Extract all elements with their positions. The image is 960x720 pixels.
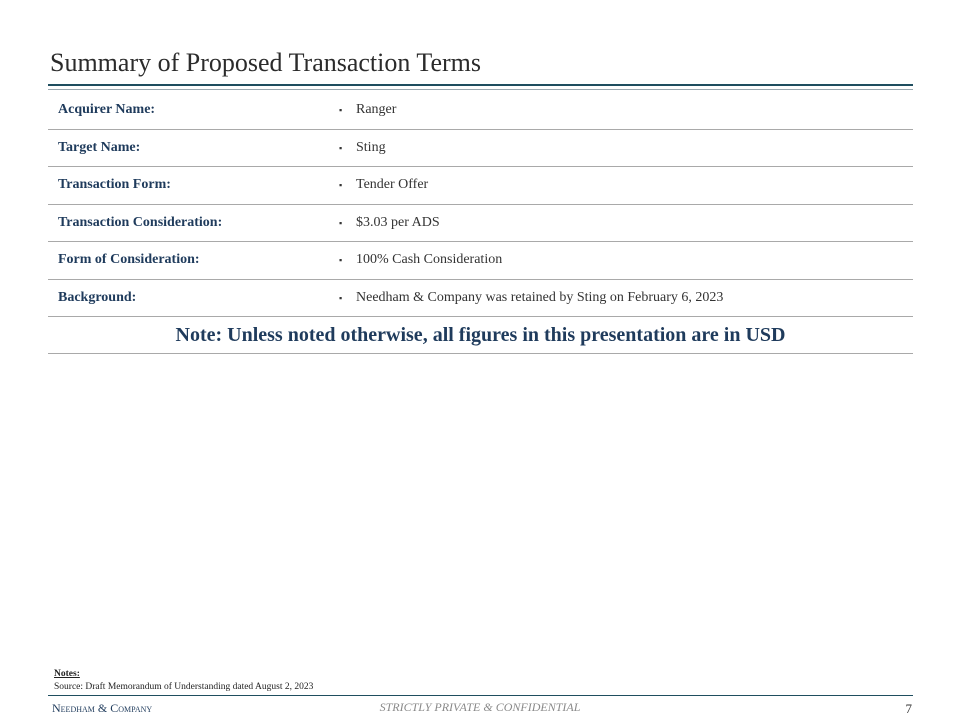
term-value: 100% Cash Consideration	[356, 252, 503, 268]
firm-name: Needham & Company	[52, 701, 153, 715]
term-row-consideration	[48, 205, 913, 243]
term-row-target	[48, 130, 913, 168]
term-value: Tender Offer	[356, 177, 429, 193]
source-note: Source: Draft Memorandum of Understanding dated August 2, 2023	[54, 682, 314, 692]
term-label: Transaction Consideration:	[58, 214, 223, 230]
term-label: Form of Consideration:	[58, 252, 200, 268]
footer-divider	[48, 695, 913, 696]
term-row-acquirer	[48, 92, 913, 130]
bullet-icon: ▪	[339, 180, 343, 191]
terms-table	[48, 92, 913, 354]
term-label: Background:	[58, 289, 137, 305]
term-value: Sting	[356, 139, 386, 155]
bullet-icon: ▪	[339, 217, 343, 228]
term-value: Ranger	[356, 102, 397, 118]
notes-heading: Notes:	[54, 669, 80, 679]
confidentiality-label: STRICTLY PRIVATE & CONFIDENTIAL	[379, 700, 581, 714]
page-title: Summary of Proposed Transaction Terms	[50, 48, 482, 77]
bullet-icon: ▪	[339, 105, 343, 116]
term-value: Needham & Company was retained by Sting on February 6, 2023	[356, 289, 724, 305]
term-row-form-of-consideration	[48, 242, 913, 280]
bullet-icon: ▪	[339, 255, 343, 266]
term-label: Acquirer Name:	[58, 102, 156, 118]
bullet-icon: ▪	[339, 292, 343, 303]
title-divider	[48, 84, 913, 86]
term-label: Target Name:	[58, 139, 141, 155]
currency-note: Note: Unless noted otherwise, all figures in this presentation are in USD	[48, 317, 913, 354]
title-divider-thin	[48, 89, 913, 90]
term-row-background	[48, 280, 913, 318]
page-number: 7	[905, 701, 912, 716]
term-value: $3.03 per ADS	[356, 214, 440, 230]
term-label: Transaction Form:	[58, 177, 171, 193]
footnotes	[54, 668, 313, 694]
term-row-transaction-form	[48, 167, 913, 205]
bullet-icon: ▪	[339, 142, 343, 153]
